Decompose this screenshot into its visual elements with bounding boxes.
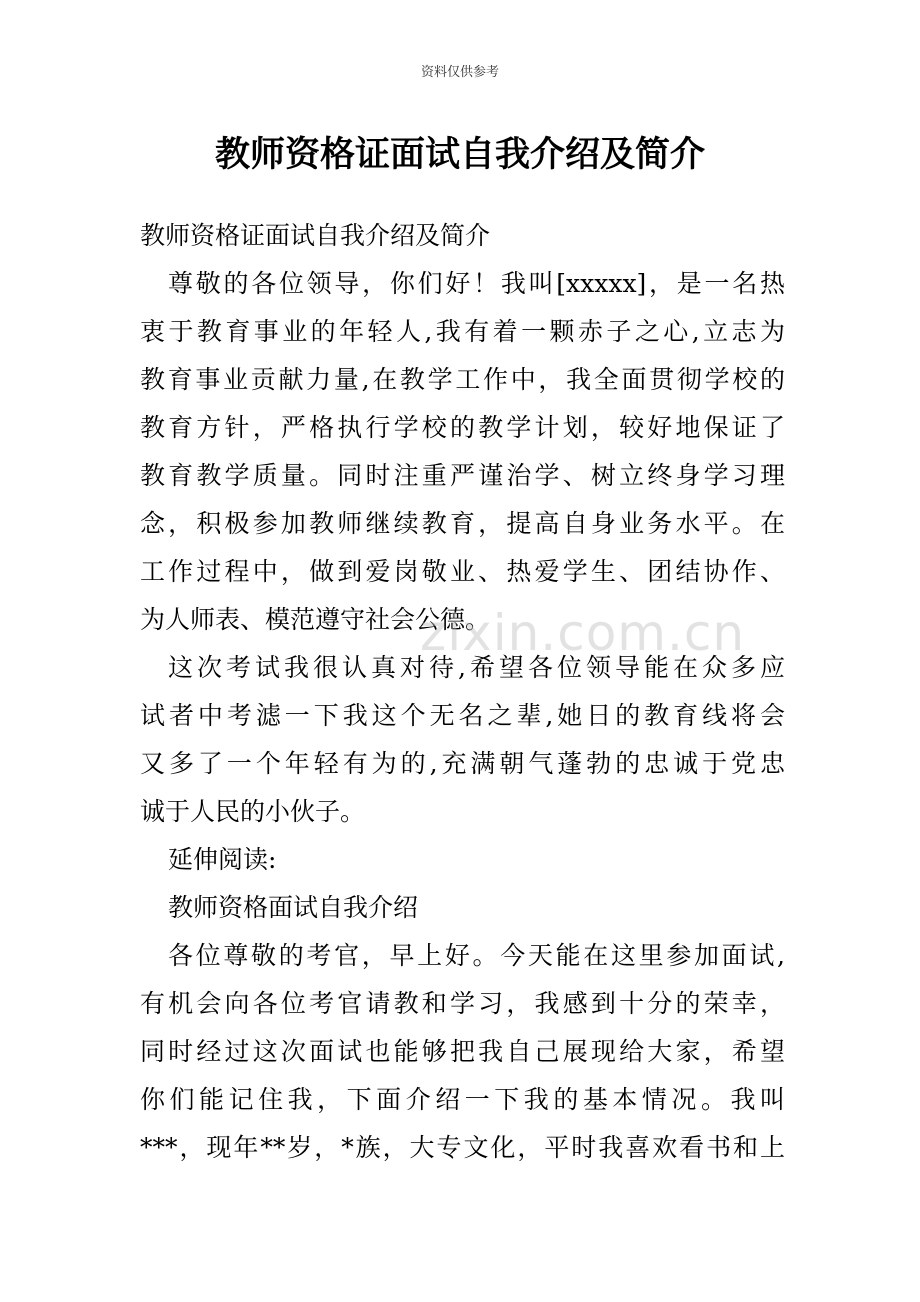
paragraph-line: 念，积极参加教师继续教育，提高自身业务水平。在: [140, 509, 785, 538]
paragraph-line: 这次考试我很认真对待,希望各位领导能在众多应: [168, 653, 785, 682]
watermark-text: zixin.com.cn: [420, 604, 746, 662]
subtitle-line: 教师资格证面试自我介绍及简介: [140, 221, 491, 250]
page-header-note: 资料仅供参考: [420, 65, 499, 80]
document-body: [140, 212, 785, 1172]
paragraph-line: 尊敬的各位领导，你们好！我叫[xxxxx]，是一名热: [168, 269, 785, 298]
paragraph-line: 为人师表、模范遵守社会公德。: [140, 605, 491, 634]
paragraph-line: 教育方针，严格执行学校的教学计划，较好地保证了: [140, 413, 785, 442]
paragraph-line: ***，现年**岁，*族，大专文化，平时我喜欢看书和上: [140, 1133, 785, 1162]
paragraph-line: 有机会向各位考官请教和学习，我感到十分的荣幸，: [140, 989, 785, 1018]
paragraph-line: 工作过程中，做到爱岗敬业、热爱学生、团结协作、: [140, 557, 785, 586]
paragraph-line: 教育教学质量。同时注重严谨治学、树立终身学习理: [140, 461, 785, 490]
paragraph-line: 试者中考滤一下我这个无名之辈,她日的教育线将会: [140, 701, 785, 730]
paragraph-line: 各位尊敬的考官，早上好。今天能在这里参加面试,: [168, 941, 785, 970]
section-heading: 教师资格面试自我介绍: [168, 893, 419, 922]
paragraph-line: 又多了一个年轻有为的,充满朝气蓬勃的忠诚于党忠: [140, 749, 785, 778]
paragraph-line: 诚于人民的小伙子。: [140, 797, 366, 826]
document-title: 教师资格证面试自我介绍及简介: [214, 134, 705, 175]
section-label: 延伸阅读:: [168, 845, 277, 874]
paragraph-line: 衷于教育事业的年轻人,我有着一颗赤子之心,立志为: [140, 317, 785, 346]
paragraph-line: 同时经过这次面试也能够把我自己展现给大家，希望: [140, 1037, 785, 1066]
paragraph-line: 教育事业贡献力量,在教学工作中，我全面贯彻学校的: [140, 365, 785, 394]
paragraph-line: 你们能记住我，下面介绍一下我的基本情况。我叫: [140, 1085, 785, 1114]
